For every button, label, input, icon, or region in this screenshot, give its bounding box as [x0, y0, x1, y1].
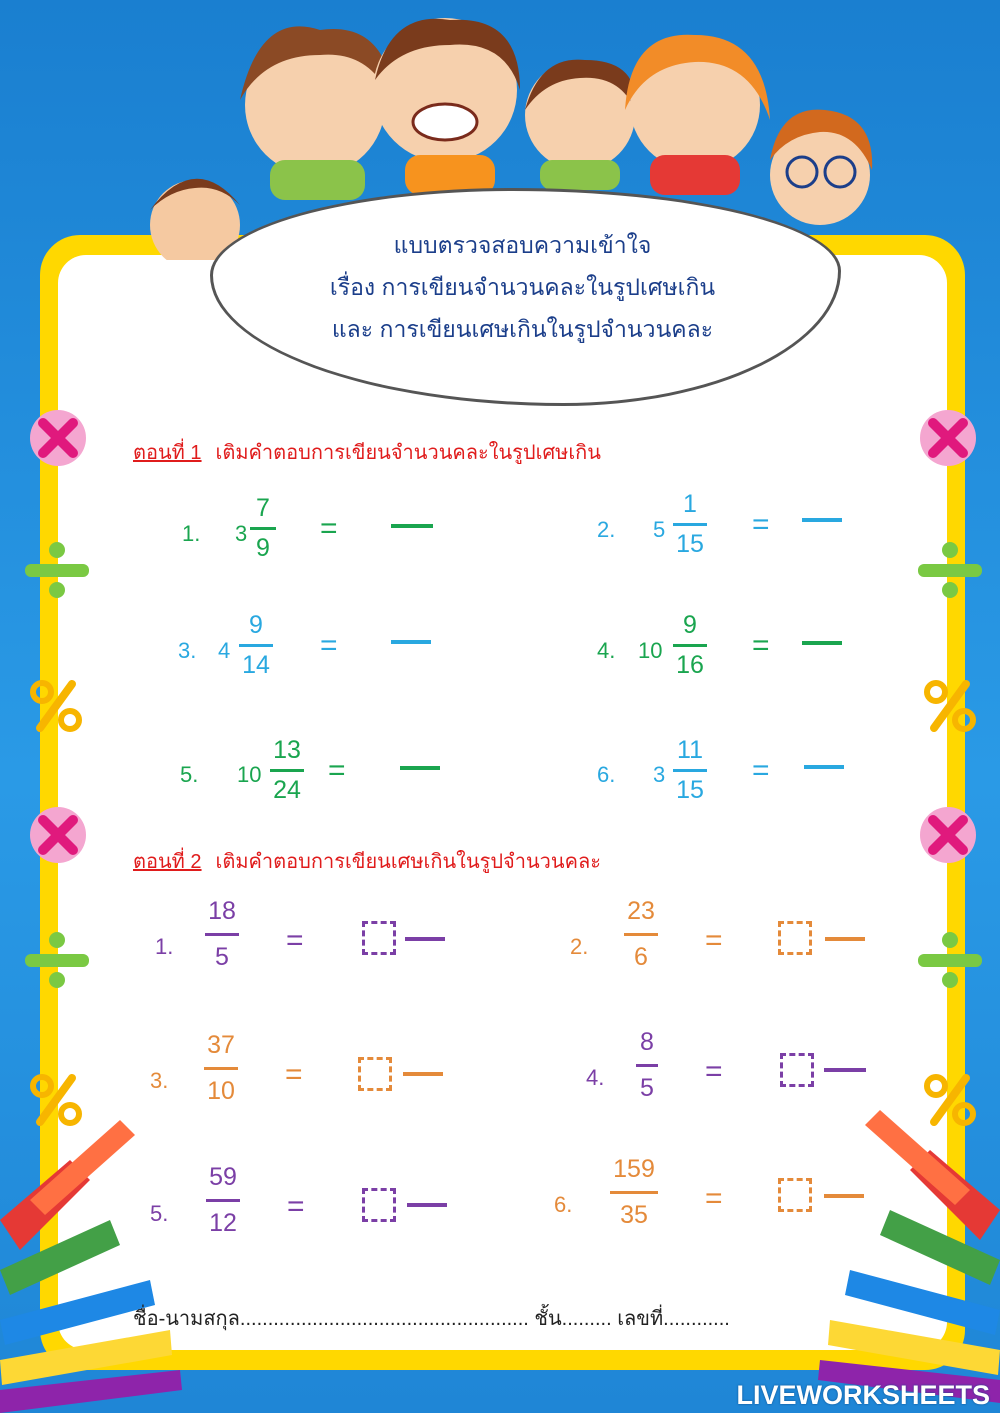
section-1-heading [133, 436, 601, 468]
equals-sign: = [752, 508, 770, 541]
denominator: 16 [676, 651, 704, 679]
numerator: 37 [207, 1031, 235, 1059]
equals-sign: = [287, 1190, 305, 1223]
numerator: 11 [677, 736, 703, 764]
numerator: 9 [249, 611, 263, 639]
whole-number-input[interactable] [362, 921, 396, 955]
equals-sign: = [328, 754, 346, 787]
s1-item-number: 6. [597, 762, 616, 787]
answer-fraction-input[interactable] [405, 937, 445, 941]
s1-fraction [673, 492, 707, 557]
answer-fraction-input[interactable] [802, 641, 842, 645]
s2-fraction [636, 1030, 658, 1101]
percent-icon [922, 676, 978, 736]
divide-icon [915, 540, 985, 600]
s2-fraction [624, 899, 658, 970]
answer-fraction-input[interactable] [824, 1068, 866, 1072]
denominator: 5 [215, 943, 229, 971]
equals-sign: = [285, 1058, 303, 1091]
s2-fraction [205, 899, 239, 970]
worksheet-title: แบบตรวจสอบความเข้าใจ [393, 232, 652, 258]
denominator: 9 [256, 534, 270, 562]
equals-sign: = [320, 629, 338, 662]
worksheet-subtitle-2: และ การเขียนเศษเกินในรูปจำนวนคละ [331, 316, 714, 342]
denominator: 15 [676, 530, 704, 558]
answer-fraction-input[interactable] [391, 640, 431, 644]
denominator: 10 [207, 1077, 235, 1105]
liveworksheets-logo: LIVEWORKSHEETS [736, 1380, 990, 1410]
numerator: 8 [640, 1028, 654, 1056]
answer-fraction-input[interactable] [407, 1203, 447, 1207]
equals-sign: = [752, 754, 770, 787]
denominator: 12 [209, 1209, 237, 1237]
s1-fraction [250, 496, 276, 561]
s1-fraction [673, 613, 707, 678]
divide-icon [915, 930, 985, 990]
multiply-icon [28, 408, 88, 468]
equals-sign: = [320, 512, 338, 545]
s2-fraction [206, 1165, 240, 1236]
answer-fraction-input[interactable] [825, 937, 865, 941]
whole-number-input[interactable] [362, 1188, 396, 1222]
answer-fraction-input[interactable] [400, 766, 440, 770]
s1-item-number: 3. [178, 638, 197, 663]
s1-item-number: 1. [182, 521, 201, 546]
numerator: 7 [256, 494, 270, 522]
equals-sign: = [705, 924, 723, 957]
multiply-icon [918, 408, 978, 468]
section-1-instruction: เติมคำตอบการเขียนจำนวนคละในรูปเศษเกิน [215, 442, 601, 464]
s2-item-number: 1. [155, 934, 174, 959]
s2-item-number: 3. [150, 1068, 169, 1093]
s1-item-number: 4. [597, 638, 616, 663]
equals-sign: = [286, 924, 304, 957]
whole-number-input[interactable] [778, 921, 812, 955]
whole-number-input[interactable] [780, 1053, 814, 1087]
answer-fraction-input[interactable] [391, 524, 433, 528]
numerator: 59 [209, 1163, 237, 1191]
section-2-instruction: เติมคำตอบการเขียนเศษเกินในรูปจำนวนคละ [215, 851, 601, 873]
numerator: 18 [208, 897, 236, 925]
denominator: 5 [640, 1074, 654, 1102]
equals-sign: = [705, 1182, 723, 1215]
numerator: 159 [613, 1155, 655, 1183]
denominator: 15 [676, 776, 704, 804]
whole-number-input[interactable] [358, 1057, 392, 1091]
answer-fraction-input[interactable] [804, 765, 844, 769]
s1-fraction [239, 613, 273, 678]
s1-fraction [270, 738, 304, 803]
s2-fraction [204, 1033, 238, 1104]
s1-whole-number: 4 [218, 638, 231, 663]
s2-fraction [610, 1157, 658, 1228]
s2-item-number: 5. [150, 1201, 169, 1226]
s1-whole-number: 5 [653, 517, 666, 542]
answer-fraction-input[interactable] [802, 518, 842, 522]
equals-sign: = [752, 629, 770, 662]
denominator: 35 [620, 1201, 648, 1229]
s1-item-number: 5. [180, 762, 199, 787]
denominator: 14 [242, 651, 270, 679]
s1-whole-number: 3 [235, 521, 248, 546]
numerator: 23 [627, 897, 655, 925]
pencils-left-illustration [0, 1100, 190, 1413]
s2-item-number: 2. [570, 934, 589, 959]
numerator: 9 [683, 611, 697, 639]
s1-whole-number: 10 [638, 638, 663, 663]
section-2-heading [133, 845, 601, 877]
equals-sign: = [705, 1055, 723, 1088]
s1-whole-number: 3 [653, 762, 666, 787]
section-2-label: ตอนที่ 2 [133, 851, 202, 873]
multiply-icon [918, 805, 978, 865]
s2-item-number: 6. [554, 1192, 573, 1217]
worksheet-subtitle-1: เรื่อง การเขียนจำนวนคละในรูปเศษเกิน [329, 274, 716, 300]
student-info-line[interactable]: ชื่อ-นามสกุล.................................................... ชั้น......... เลขที่............ [133, 1308, 730, 1330]
divide-icon [22, 540, 92, 600]
numerator: 1 [683, 490, 697, 518]
divide-icon [22, 930, 92, 990]
denominator: 6 [634, 943, 648, 971]
s1-item-number: 2. [597, 517, 616, 542]
multiply-icon [28, 805, 88, 865]
s1-whole-number: 10 [237, 762, 262, 787]
section-1-label: ตอนที่ 1 [133, 442, 202, 464]
denominator: 24 [273, 776, 301, 804]
percent-icon [28, 676, 84, 736]
numerator: 13 [273, 736, 301, 764]
s1-fraction [673, 738, 707, 803]
s2-item-number: 4. [586, 1065, 605, 1090]
whole-number-input[interactable] [778, 1178, 812, 1212]
answer-fraction-input[interactable] [403, 1072, 443, 1076]
pencils-right-illustration [810, 1090, 1000, 1413]
